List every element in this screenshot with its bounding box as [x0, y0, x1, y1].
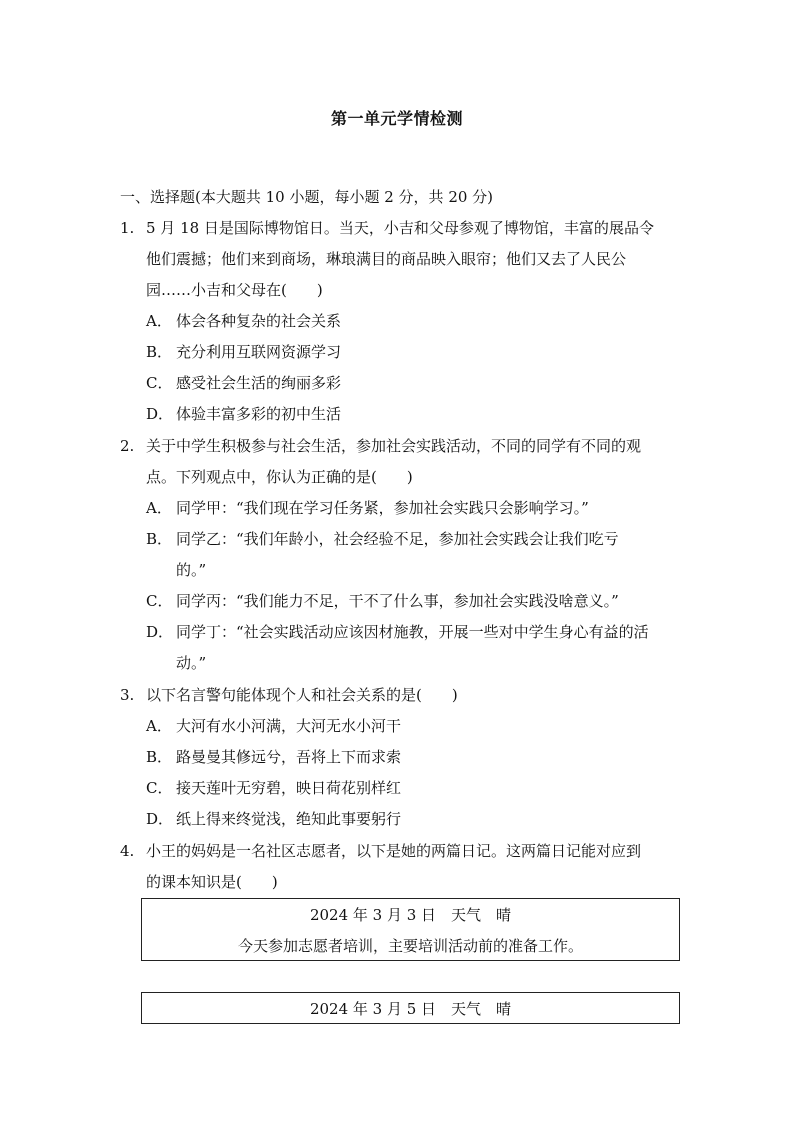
option-text: 纸上得来终觉浅，绝知此事要躬行 [176, 810, 402, 828]
option-letter: A． [146, 312, 172, 330]
question-stem: 小王的妈妈是一名社区志愿者，以下是她的两篇日记。这两篇日记能对应到 [146, 842, 642, 860]
diary-body: 今天参加志愿者培训，主要培训活动前的准备工作。 [237, 937, 583, 955]
option-2d [146, 622, 649, 642]
option-letter: B． [146, 530, 173, 548]
option-1b [146, 342, 341, 362]
option-letter: C． [146, 592, 173, 610]
option-3b [146, 747, 401, 767]
question-number: 2. [120, 437, 135, 455]
option-text: 感受社会生活的绚丽多彩 [176, 374, 342, 392]
question-1-line-3: 园……小吉和父母在( ) [146, 281, 323, 299]
option-letter: B． [146, 748, 173, 766]
question-1-line-1 [120, 218, 654, 238]
option-3d [146, 809, 401, 829]
option-letter: D． [146, 623, 174, 641]
question-number: 1. [120, 219, 135, 237]
option-3c [146, 778, 401, 798]
question-2-line-1 [120, 436, 641, 456]
diary-header: 2024 年 3 月 3 日 天气 晴 [309, 906, 512, 924]
option-letter: C． [146, 374, 173, 392]
section-heading: 一、选择题(本大题共 10 小题，每小题 2 分，共 20 分) [120, 188, 494, 206]
option-text: 接天莲叶无穷碧，映日荷花别样红 [176, 779, 402, 797]
option-letter: D． [146, 810, 174, 828]
option-letter: C． [146, 779, 173, 797]
option-3a [146, 716, 401, 736]
question-number: 3. [120, 686, 135, 704]
option-1a [146, 311, 341, 331]
option-2a [146, 498, 589, 518]
option-2b-continued: 的。” [176, 561, 207, 579]
question-4-line-1 [120, 841, 641, 861]
page-title: 第一单元学情检测 [330, 109, 463, 128]
question-stem: 5 月 18 日是国际博物馆日。当天，小吉和父母参观了博物馆，丰富的展品令 [146, 219, 654, 237]
option-text: 同学丙：“我们能力不足，干不了什么事，参加社会实践没啥意义。” [176, 592, 619, 610]
question-4-line-2: 的课本知识是( ) [146, 873, 278, 891]
option-text: 同学乙：“我们年龄小，社会经验不足，参加社会实践会让我们吃亏 [176, 530, 619, 548]
option-1c [146, 373, 341, 393]
option-text: 路曼曼其修远兮，吾将上下而求索 [176, 748, 402, 766]
option-letter: B． [146, 343, 173, 361]
question-number: 4. [120, 842, 135, 860]
option-2b [146, 529, 619, 549]
option-text: 体会各种复杂的社会关系 [176, 312, 342, 330]
option-text: 大河有水小河满，大河无水小河干 [176, 717, 402, 735]
option-2c [146, 591, 619, 611]
question-stem: 以下名言警句能体现个人和社会关系的是( ) [146, 686, 458, 704]
question-2-line-2: 点。下列观点中，你认为正确的是( ) [146, 468, 413, 486]
diary-entry-box [141, 992, 680, 1024]
option-letter: A． [146, 717, 172, 735]
question-3-line-1 [120, 685, 458, 705]
option-letter: A． [146, 499, 172, 517]
question-1-line-2: 他们震撼；他们来到商场，琳琅满目的商品映入眼帘；他们又去了人民公 [146, 250, 627, 268]
option-text: 充分利用互联网资源学习 [176, 343, 342, 361]
option-1d [146, 404, 341, 424]
option-2d-continued: 动。” [176, 654, 207, 672]
diary-entry-box [141, 898, 680, 961]
option-letter: D． [146, 405, 174, 423]
option-text: 同学甲：“我们现在学习任务紧，参加社会实践只会影响学习。” [176, 499, 589, 517]
option-text: 体验丰富多彩的初中生活 [176, 405, 342, 423]
option-text: 同学丁：“社会实践活动应该因材施教，开展一些对中学生身心有益的活 [176, 623, 649, 641]
question-stem: 关于中学生积极参与社会生活，参加社会实践活动，不同的同学有不同的观 [146, 437, 642, 455]
diary-header: 2024 年 3 月 5 日 天气 晴 [309, 1000, 512, 1018]
